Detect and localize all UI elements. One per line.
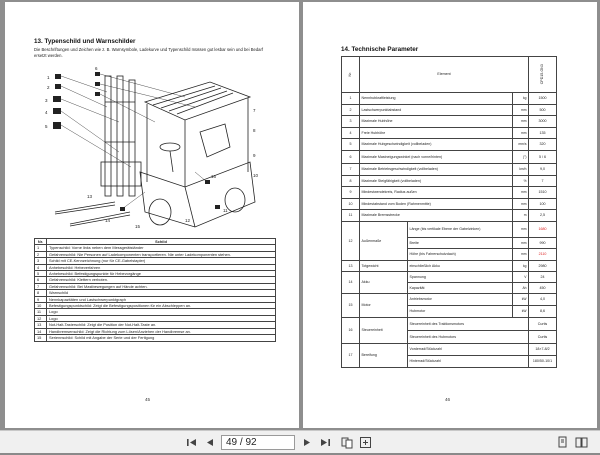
- callout-16: 16: [211, 174, 217, 179]
- row-text: Befestigungspunktschild: Zeigt die Befestigungspositionen für ein Abschleppen an.: [47, 303, 276, 309]
- table-row: 13 Totgewicht einschließlich Akku kg 2980: [342, 260, 557, 271]
- table-row: 2 Lastschwerpunktabstand mm 500: [342, 104, 557, 116]
- table-row: 4 Freie Hubhöhe mm 135: [342, 127, 557, 139]
- two-page-view-button[interactable]: [340, 435, 355, 450]
- table-row: [35, 335, 276, 341]
- page-number: 46: [445, 397, 451, 402]
- row-text: Warnschild: [47, 290, 276, 296]
- page-46: [303, 2, 597, 428]
- page-number: 45: [145, 397, 151, 402]
- section-intro: Die Beschriftungen und Zeichen wie z. B. Warnsymbole, Ladekurve und Typenschild müssen gut lesbar sein und bei Bedarf ersetzt werden.: [34, 47, 264, 58]
- row-text: Nennkapazitäten und Lastschwerpunktgraph: [47, 296, 276, 302]
- table-row: 10 Mindestabstand vom Boden (Rahmenmitte) mm 100: [342, 198, 557, 210]
- fit-page-icon: [358, 435, 373, 450]
- row-text: Logo: [47, 315, 276, 321]
- page-layout-button[interactable]: [574, 435, 589, 450]
- previous-page-icon: [202, 435, 217, 450]
- table-row: 17 Bereifung Vorderrad/Stückzahl 18×7-8/2: [342, 343, 557, 355]
- row-no: 13: [35, 322, 47, 328]
- parameters-table: [341, 56, 557, 368]
- table-row: 7 Maximale Betriebsgeschwindigkeit (vollbeladen) km/h 9,0: [342, 163, 557, 175]
- callout-6: 6: [95, 66, 98, 71]
- current-page[interactable]: 49: [226, 437, 238, 448]
- col-header-no: Nr.: [35, 239, 47, 245]
- row-no: 7: [35, 283, 47, 289]
- callout-10: 10: [253, 173, 259, 178]
- table-row: 15 Motor Antriebsmotor kW 4,0: [342, 293, 557, 305]
- row-no: 9: [35, 296, 47, 302]
- table-row: 5 Maximale Hubgeschwindigkeit (vollbeladen) mm/s 320: [342, 139, 557, 151]
- row-no: 14: [35, 328, 47, 334]
- callout-15: 15: [135, 224, 141, 229]
- callout-12: 12: [185, 218, 191, 223]
- table-row: 3 Maximale Hubhöhe mm 3000: [342, 116, 557, 128]
- row-text: Seriennschild: Schild mit Angabe der Serie und der Fertigung: [47, 335, 276, 341]
- col-header-element: Element: [360, 57, 529, 93]
- row-text: Gefahrenschild: Nie Personen auf Ladekomponenten transportieren. Nie unter Ladekomponenten stehen.: [47, 251, 276, 257]
- table-row: Hubmotor kW 8,6: [342, 305, 557, 317]
- first-page-button[interactable]: [184, 435, 199, 450]
- table-row: 11 Maximale Bremsstrecke m 2,5: [342, 210, 557, 222]
- row-no: 15: [35, 335, 47, 341]
- next-page-icon: [300, 435, 315, 450]
- sign-table: [34, 238, 276, 342]
- row-text: Schild mit CE-Kennzeichnung (nur für CE-Gabelstapler): [47, 258, 276, 264]
- col-header-sign: Schild: [47, 239, 276, 245]
- callout-13: 13: [87, 194, 93, 199]
- callout-14: 14: [105, 218, 111, 223]
- section-title: 13. Typenschild und Warnschilder: [34, 38, 136, 45]
- page-45: [5, 2, 299, 428]
- pdf-toolbar: [0, 430, 600, 453]
- table-row: Hinterrad/Stückzahl 180/50-10/1: [342, 355, 557, 367]
- col-header-model: CPD15-GN3: [529, 57, 557, 93]
- callout-11: 11: [223, 208, 228, 213]
- table-row: 6 Maximale Mastneigungswinkel (nach vorne/hinten) (°) 5 / 6: [342, 150, 557, 163]
- callout-8: 8: [253, 128, 256, 133]
- table-row: Kapazität Ah 450: [342, 282, 557, 293]
- row-text: Anhebeschild: Befestigungspunkte für Hebevorgänge: [47, 271, 276, 277]
- row-text: Typenschild: Vorne links neben dem Messgerätständer: [47, 245, 276, 251]
- table-row: Höhe (bis Fahrerschutzdach) mm 2110: [342, 248, 557, 260]
- row-no: 3: [35, 258, 47, 264]
- row-text: Handbremsenschild: Zeigt die Richtung zum Lösen/Anziehen der Handbremse an.: [47, 328, 276, 334]
- row-no: 8: [35, 290, 47, 296]
- forklift-drawing: [35, 62, 277, 232]
- callout-4: 4: [45, 110, 48, 115]
- last-page-icon: [318, 435, 333, 450]
- table-row: 1 Nennhubkraftleistung kg 1500: [342, 93, 557, 105]
- document-icon: [556, 435, 571, 450]
- last-page-button[interactable]: [318, 435, 333, 450]
- row-no: 1: [35, 245, 47, 251]
- callout-2: 2: [47, 85, 50, 90]
- next-page-button[interactable]: [300, 435, 315, 450]
- table-row: 8 Maximale Steigfähigkeit (vollbeladen) % 7: [342, 175, 557, 187]
- previous-page-button[interactable]: [202, 435, 217, 450]
- row-no: 4: [35, 264, 47, 270]
- first-page-icon: [184, 435, 199, 450]
- row-no: 2: [35, 251, 47, 257]
- callout-7: 7: [253, 108, 256, 113]
- row-text: Anhebeschild: Hebeverfahren: [47, 264, 276, 270]
- callout-1: 1: [47, 75, 50, 80]
- row-no: 12: [35, 315, 47, 321]
- table-row: Steuereinheit des Hubmotors Curtis: [342, 330, 557, 343]
- row-text: Gefahrenschild: Bei Mastbewegungen auf Hände achten.: [47, 283, 276, 289]
- row-text: Not-Halt-Tasterschild: Zeigt die Position der Not-Halt-Taste an.: [47, 322, 276, 328]
- row-no: 11: [35, 309, 47, 315]
- row-no: 6: [35, 277, 47, 283]
- col-header-no: Nr.: [342, 57, 360, 93]
- fit-page-button[interactable]: [358, 435, 373, 450]
- row-text: Gefahrenschild: Klettern verboten.: [47, 277, 276, 283]
- callout-5: 5: [45, 124, 48, 129]
- section-title: 14. Technische Parameter: [341, 46, 419, 53]
- table-row: Breite mm 990: [342, 237, 557, 248]
- row-text: Logo: [47, 309, 276, 315]
- table-row: 14 Akku Spannung V 24: [342, 271, 557, 282]
- page-number-input[interactable]: [221, 435, 295, 450]
- document-properties-button[interactable]: [556, 435, 571, 450]
- table-row: 16 Steuereinheit Steuereinheit des Traktionsmotors Curtis: [342, 317, 557, 330]
- page-layout-icon: [574, 435, 589, 450]
- row-no: 10: [35, 303, 47, 309]
- callout-3: 3: [45, 98, 48, 103]
- row-no: 5: [35, 271, 47, 277]
- two-page-view-icon: [340, 435, 355, 450]
- total-pages: / 92: [239, 437, 257, 448]
- table-header-row: [342, 57, 557, 93]
- callout-9: 9: [253, 153, 256, 158]
- table-row: 9 Mindestwendekreis, Radius außen mm 1510: [342, 187, 557, 199]
- table-row: 12 Außenmaße Länge (bis vertikale Ebene der Gabelzinken) mm 1680: [342, 221, 557, 237]
